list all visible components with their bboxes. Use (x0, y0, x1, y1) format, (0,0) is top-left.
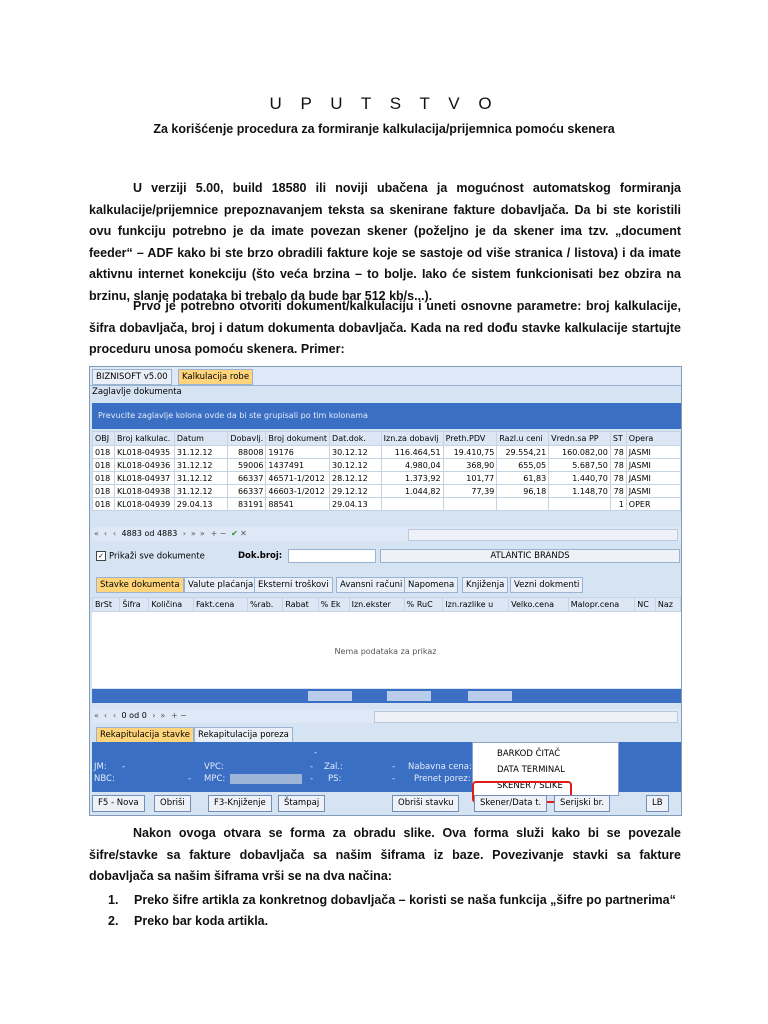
table-cell: 78 (610, 472, 626, 485)
table-cell: 31.12.12 (174, 446, 228, 459)
record-counter: 4883 od 4883 (121, 529, 178, 538)
show-all-label: Prikaži sve dokumente (109, 551, 205, 562)
prev-page-icon[interactable]: ‹ (103, 711, 108, 720)
table-cell: 29.04.13 (174, 498, 228, 511)
delete-record-icon[interactable]: − (219, 529, 227, 538)
table-cell: 655,05 (497, 459, 549, 472)
dok-broj-label: Dok.broj: (238, 551, 283, 561)
show-all-checkbox[interactable]: ✓ (96, 551, 106, 561)
confirm-icon[interactable]: ✔ (231, 529, 238, 538)
sub-tab[interactable]: Valute plaćanja (184, 577, 257, 593)
table-row[interactable] (93, 498, 681, 511)
lb-button[interactable]: LB (646, 795, 669, 812)
prev-record-icon[interactable]: ‹ (112, 711, 117, 720)
tab-kalkulacija-robe[interactable]: Kalkulacija robe (178, 369, 253, 385)
tab-rekapitulacija-poreza[interactable]: Rekapitulacija poreza (194, 727, 293, 743)
table-cell: OPER (626, 498, 680, 511)
prev-page-icon[interactable]: ‹ (103, 529, 108, 538)
next-record-icon[interactable]: › (182, 529, 186, 538)
serial-number-button[interactable]: Serijski br. (554, 795, 610, 812)
no-data-message: Nema podataka za prikaz (334, 647, 437, 656)
partner-name-field: ATLANTIC BRANDS (380, 549, 680, 563)
print-button[interactable]: Štampaj (278, 795, 325, 812)
zal-value: - (392, 762, 396, 772)
column-header: % Ek (318, 598, 349, 612)
column-header: Datum (174, 432, 228, 446)
column-header: Preth.PDV (443, 432, 497, 446)
column-header: Vredn.sa PP (549, 432, 611, 446)
list-item: 2. Preko bar koda artikla. (108, 914, 269, 928)
table-cell: 88008 (228, 446, 266, 459)
menu-item-barkod[interactable]: BARKOD ČITAČ (497, 749, 561, 759)
tab-rekapitulacija-stavke[interactable]: Rekapitulacija stavke (96, 727, 194, 743)
table-cell: 78 (610, 485, 626, 498)
sub-tab[interactable]: Avansni računi (336, 577, 406, 593)
mpc-value-field (230, 774, 302, 784)
column-header: NC (635, 598, 656, 612)
table-cell: 66337 (228, 485, 266, 498)
zal-label: Zal.: (324, 762, 343, 772)
table-cell: 4.980,04 (381, 459, 443, 472)
column-header: Dobavlj. (228, 432, 266, 446)
table-row[interactable] (93, 459, 681, 472)
table-cell: 31.12.12 (174, 472, 228, 485)
first-record-icon[interactable]: « (94, 529, 99, 538)
table-cell: 46571-1/2012 (266, 472, 330, 485)
column-header: % RuC (404, 598, 443, 612)
last-record-icon[interactable]: » (160, 711, 166, 720)
column-header: %rab. (247, 598, 282, 612)
table-cell: 018 (93, 498, 115, 511)
column-header: Fakt.cena (193, 598, 247, 612)
sub-tab[interactable]: Vezni dokmenti (510, 577, 583, 593)
column-header: Količina (149, 598, 194, 612)
column-header: Velko.cena (509, 598, 569, 612)
table-cell: KL018-04939 (114, 498, 174, 511)
sub-tab[interactable]: Stavke dokumenta (96, 577, 184, 593)
vpc-value: - (310, 762, 314, 772)
column-header: Broj kalkulac. (114, 432, 174, 446)
column-header: Broj dokument (266, 432, 330, 446)
table-cell: 160.082,00 (549, 446, 611, 459)
table-cell: JASMI (626, 459, 680, 472)
column-header: Izn.razlike u (443, 598, 509, 612)
prenet-label: Prenet porez: (414, 774, 471, 784)
vpc-label: VPC: (204, 762, 224, 772)
paragraph-steps: Prvo je potrebno otvoriti dokument/kalkulaciju i uneti osnovne parametre: broj kalkulacije, šifra dobavljača, broj i datum dokumenta dobavljača. Kada na red dođu stavke kalkulacije startujte proceduru unosa pomoću skenera. Primer: (89, 299, 681, 356)
table-cell: 19176 (266, 446, 330, 459)
next-record-icon[interactable]: › (152, 711, 156, 720)
page-subtitle: Za korišćenje procedura za formiranje kalkulacija/prijemnica pomoću skenera (153, 122, 615, 136)
table-header-row (93, 432, 681, 446)
table-cell: 61,83 (497, 472, 549, 485)
table-cell: 31.12.12 (174, 459, 228, 472)
add-record-icon[interactable]: + (171, 711, 178, 720)
paragraph-intro: U verziji 5.00, build 18580 ili noviji ubačena ja mogućnost automatskog formiranja kalkulacije/prijemnice prepoznavanjem teksta sa skenirane fakture dobavljača. Da bi ste koristili ovu funkciju potrebno je da imate povezan skener (poželjno je da skener ima tzv. „document feeder“ – ADF kako bi ste brzo obradili fakture koje se sastoje od više stranica / listova) i da imate aktivnu internet konekciju (što veća brzina – to bolje. Iako će sistem funkcionisati bez obzira na brzinu, slanje podataka bi trebalo da bude bar 512 kb/s...). (89, 181, 681, 303)
table-cell: 30.12.12 (330, 459, 382, 472)
last-record-icon[interactable]: » (199, 529, 205, 538)
summary-cell (308, 691, 352, 701)
sub-tab[interactable]: Eksterni troškovi (254, 577, 333, 593)
app-screenshot (89, 366, 682, 816)
table-cell: 018 (93, 485, 115, 498)
table-cell (549, 498, 611, 511)
table-cell: 116.464,51 (381, 446, 443, 459)
summary-cell (468, 691, 512, 701)
first-record-icon[interactable]: « (94, 711, 99, 720)
summary-cell (387, 691, 431, 701)
column-header: Dat.dok. (330, 432, 382, 446)
new-button[interactable]: F5 - Nova (92, 795, 145, 812)
table-cell: 78 (610, 446, 626, 459)
table-cell: 1.148,70 (549, 485, 611, 498)
add-record-icon[interactable]: + (210, 529, 218, 538)
dok-broj-input[interactable] (288, 549, 376, 563)
items-scrollbar[interactable] (374, 711, 678, 723)
prev-record-icon[interactable]: ‹ (112, 529, 117, 538)
table-cell (497, 498, 549, 511)
table-row[interactable] (93, 446, 681, 459)
ps-label: PS: (328, 774, 342, 784)
column-header: OBJ (93, 432, 115, 446)
table-cell: 1437491 (266, 459, 330, 472)
menu-item-data-terminal[interactable]: DATA TERMINAL (497, 765, 565, 775)
table-cell (381, 498, 443, 511)
cancel-icon[interactable]: ✕ (240, 529, 247, 538)
delete-button[interactable]: Obriši (154, 795, 191, 812)
column-header: BrSt (93, 598, 120, 612)
group-by-hint: Prevucite zaglavlje kolona ovde da bi ste grupisali po tim kolonama (92, 403, 682, 429)
list-item: 1. Preko šifre artikla za konkretnog dobavljača – koristi se naša funkcija „šifre po partnerima“ (108, 893, 676, 907)
table-cell: 30.12.12 (330, 446, 382, 459)
menu-item-skener[interactable]: SKENER / SLIKE (497, 781, 563, 791)
table-cell: 1.440,70 (549, 472, 611, 485)
table-cell: 59006 (228, 459, 266, 472)
header-section-label: Zaglavlje dokumenta (92, 387, 182, 397)
recap-dash: - (314, 748, 318, 758)
table-cell: 101,77 (443, 472, 497, 485)
column-header: Naz (655, 598, 680, 612)
table-cell: 018 (93, 459, 115, 472)
ps-value: - (392, 774, 396, 784)
scanner-button[interactable]: Skener/Data t. (474, 795, 547, 812)
table-cell: 96,18 (497, 485, 549, 498)
table-cell: JASMI (626, 485, 680, 498)
table-cell: 018 (93, 472, 115, 485)
paragraph-linking: Nakon ovoga otvara se forma za obradu slike. Ova forma služi kako bi se povezale šifre/stavke sa fakture dobavljača sa našim šiframa iz baze. Povezivanje stavki sa fakture dobavljača sa našim šiframa vrši se na dva načina: (89, 826, 681, 883)
table-cell: 29.04.13 (330, 498, 382, 511)
delete-record-icon[interactable]: − (180, 711, 187, 720)
table-cell: 46603-1/2012 (266, 485, 330, 498)
page-title: U P U T S T V O (269, 94, 499, 113)
table-cell (443, 498, 497, 511)
table-cell: KL018-04936 (114, 459, 174, 472)
table-cell: 1.044,82 (381, 485, 443, 498)
sub-tab[interactable]: Napomena (404, 577, 458, 593)
jm-value: - (122, 762, 126, 772)
column-header: Šifra (120, 598, 149, 612)
mpc-value: - (310, 774, 314, 784)
items-table-header (92, 597, 681, 612)
table-cell: 1 (610, 498, 626, 511)
nbc-value: - (188, 774, 192, 784)
delete-item-button[interactable]: Obriši stavku (392, 795, 459, 812)
table-cell: 5.687,50 (549, 459, 611, 472)
table-cell: 31.12.12 (174, 485, 228, 498)
table-row[interactable] (93, 485, 681, 498)
table-cell: JASMI (626, 446, 680, 459)
table-cell: JASMI (626, 472, 680, 485)
table-cell: 28.12.12 (330, 472, 382, 485)
column-header: Izn.za dobavlj (381, 432, 443, 446)
table-cell: 1.373,92 (381, 472, 443, 485)
sub-tab[interactable]: Knjiženja (462, 577, 508, 593)
table-cell: 66337 (228, 472, 266, 485)
jm-label: JM: (94, 762, 107, 772)
column-header: Izn.ekster (349, 598, 404, 612)
next-page-icon[interactable]: » (190, 529, 196, 538)
table-cell: 83191 (228, 498, 266, 511)
table-cell: KL018-04935 (114, 446, 174, 459)
table-cell: KL018-04938 (114, 485, 174, 498)
table-cell: 29.12.12 (330, 485, 382, 498)
table-cell: 29.554,21 (497, 446, 549, 459)
nbc-label: NBC: (94, 774, 115, 784)
table-row[interactable] (93, 472, 681, 485)
horizontal-scrollbar[interactable] (408, 529, 678, 541)
table-cell: 78 (610, 459, 626, 472)
documents-table (92, 431, 681, 511)
nabavna-label: Nabavna cena: (408, 762, 472, 772)
table-cell: 368,90 (443, 459, 497, 472)
column-header: Razl.u ceni (497, 432, 549, 446)
app-tab-strip (90, 367, 681, 386)
table-cell: KL018-04937 (114, 472, 174, 485)
table-cell: 88541 (266, 498, 330, 511)
mpc-label: MPC: (204, 774, 226, 784)
posting-button[interactable]: F3-Knjiženje (208, 795, 272, 812)
item-counter: 0 od 0 (121, 711, 147, 720)
column-header: Malopr.cena (568, 598, 634, 612)
tab-biznisoft[interactable]: BIZNISOFT v5.00 (92, 369, 172, 385)
table-cell: 77,39 (443, 485, 497, 498)
linking-methods-list (108, 890, 676, 932)
table-cell: 018 (93, 446, 115, 459)
column-header: Opera (626, 432, 680, 446)
table-cell: 19.410,75 (443, 446, 497, 459)
column-header: Rabat (283, 598, 318, 612)
column-header: ST (610, 432, 626, 446)
